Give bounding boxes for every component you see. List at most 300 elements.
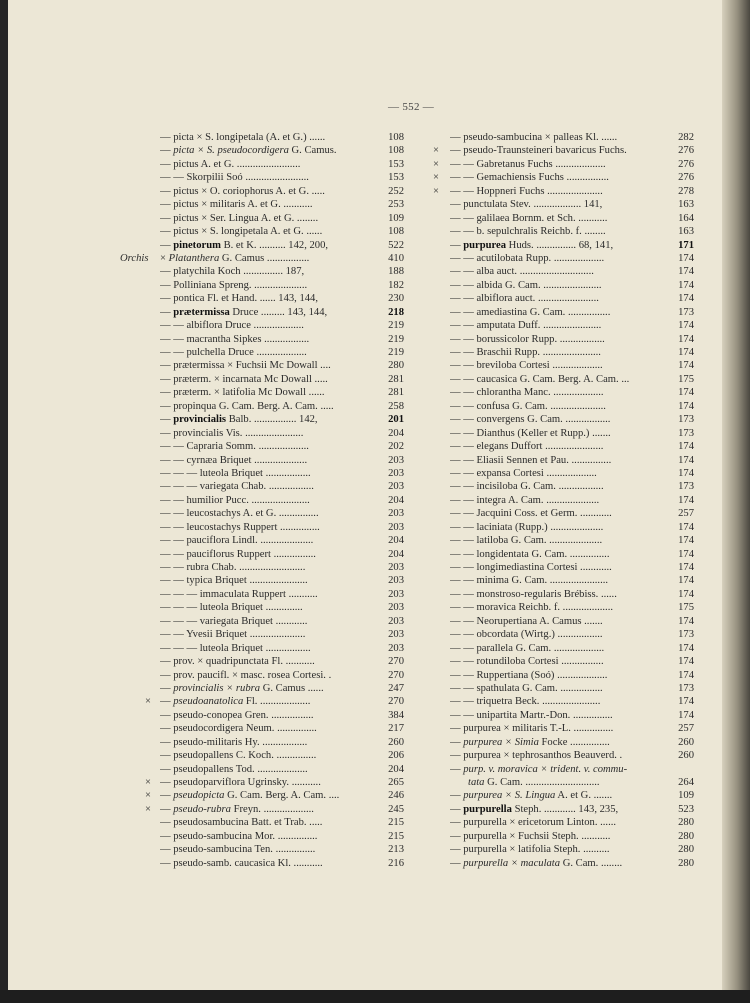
- entry-page-number: 280: [678, 830, 694, 842]
- index-entry: [120, 816, 404, 829]
- entry-text: — — — variegata Briquet ............: [160, 615, 308, 627]
- index-entry: [120, 709, 404, 722]
- entry-name: [160, 655, 372, 668]
- index-entry: [416, 548, 694, 561]
- entry-page-number: 174: [678, 494, 694, 506]
- index-entry: [416, 521, 694, 534]
- hybrid-mark: ×: [433, 158, 439, 170]
- entry-text: — pictus A. et G. ........................: [160, 158, 301, 170]
- entry-page-number: 174: [678, 575, 694, 587]
- entry-name: [160, 830, 372, 843]
- index-entry: [120, 292, 404, 305]
- index-entry: [120, 534, 404, 547]
- entry-page-number: 174: [678, 615, 694, 627]
- entry-name: [160, 359, 372, 372]
- entry-text: — — spathulata G. Cam. ................: [450, 682, 603, 694]
- entry-name: [160, 628, 372, 641]
- entry-name: [160, 507, 372, 520]
- entry-text: — — Ruppertiana (Soó) ...................: [450, 669, 608, 681]
- entry-text: provincialis × rubra: [173, 682, 261, 694]
- entry-text: — prov. × quadripunctata Fl. ...........: [160, 656, 315, 668]
- entry-name: [160, 789, 372, 802]
- index-entry: [120, 830, 404, 843]
- entry-text: × S. longipetala (A. et G.) ......: [196, 132, 326, 143]
- entry-page-number: 174: [678, 266, 694, 278]
- entry-name: [160, 427, 372, 440]
- entry-name: [160, 185, 372, 198]
- entry-name: [160, 682, 372, 695]
- entry-text: — propinqua G. Cam. Berg. A. Cam. .....: [160, 400, 334, 412]
- entry-text: — — — immaculata Ruppert ...........: [160, 588, 318, 600]
- hybrid-mark: ×: [145, 777, 151, 788]
- entry-text: — pseudopallens C. Koch. ...............: [160, 750, 317, 762]
- entry-text: — — amediastina G. Cam. ................: [450, 306, 611, 318]
- entry-text: pseudo-rubra: [173, 803, 231, 815]
- index-entry: [120, 655, 404, 668]
- entry-text: — — moravica Reichb. f. ...................: [450, 602, 613, 614]
- index-entry: [416, 427, 694, 440]
- entry-page-number: 281: [388, 373, 404, 385]
- entry-name: [450, 789, 672, 802]
- entry-name: [160, 722, 372, 735]
- index-entry: [120, 440, 404, 453]
- entry-text: — Polliniana Spreng. ....................: [160, 279, 308, 291]
- entry-name: [160, 857, 372, 870]
- entry-name: [160, 265, 372, 278]
- entry-page-number: 204: [388, 763, 404, 775]
- entry-text: — — Dianthus (Keller et Rupp.) .......: [450, 427, 611, 439]
- entry-page-number: 384: [388, 709, 404, 721]
- index-entry: [416, 198, 694, 211]
- entry-text: — platychila Koch ............... 187,: [160, 266, 305, 278]
- entry-text: G. Cam. ............................: [484, 777, 600, 788]
- entry-name: [450, 427, 672, 440]
- entry-page-number: 215: [388, 830, 404, 842]
- index-entry: [416, 789, 694, 802]
- entry-page-number: 270: [388, 696, 404, 708]
- index-entry: [416, 857, 694, 870]
- entry-page-number: 173: [678, 629, 694, 641]
- index-entry: [416, 346, 694, 359]
- entry-name: [450, 548, 672, 561]
- entry-text: — — albida G. Cam. ......................: [450, 279, 602, 291]
- entry-page-number: 257: [678, 508, 694, 520]
- entry-page-number: 174: [678, 669, 694, 681]
- entry-text: — — laciniata (Rupp.) ....................: [450, 521, 604, 533]
- entry-name: [160, 467, 372, 480]
- entry-text: — — latiloba G. Cam. ....................: [450, 535, 603, 547]
- entry-text: — — Jacquini Coss. et Germ. ............: [450, 508, 612, 520]
- entry-text: —: [160, 306, 174, 318]
- entry-name: [450, 709, 672, 722]
- entry-page-number: 203: [388, 521, 404, 533]
- entry-page-number: 219: [388, 320, 404, 332]
- index-entry: [120, 642, 404, 655]
- entry-text: — pseudo-militaris Hy. .................: [160, 736, 308, 748]
- entry-text: purpurea × S. Lingua: [463, 790, 556, 802]
- index-entry: [120, 749, 404, 762]
- index-entry: [416, 319, 694, 332]
- entry-name: [450, 655, 672, 668]
- entry-page-number: 245: [388, 803, 404, 815]
- index-entry: [120, 333, 404, 346]
- entry-name: [160, 588, 372, 601]
- entry-text: — — parallela G. Cam. ...................: [450, 642, 605, 654]
- index-entry: [120, 736, 404, 749]
- entry-name: [160, 279, 372, 292]
- entry-page-number: 213: [388, 844, 404, 856]
- entry-text: — — longidentata G. Cam. ...............: [450, 548, 610, 560]
- entry-page-number: 174: [678, 709, 694, 721]
- page-number: — 552 —: [388, 101, 435, 113]
- entry-text: — — humilior Pucc. ......................: [160, 494, 310, 506]
- entry-name: [160, 776, 372, 789]
- entry-text: — — elegans Duffort ......................: [450, 441, 604, 453]
- index-entry: [416, 655, 694, 668]
- entry-name: [160, 736, 372, 749]
- entry-page-number: [374, 413, 404, 426]
- index-entry: [416, 682, 694, 695]
- index-entry: [416, 440, 694, 453]
- index-entry: [416, 373, 694, 386]
- genus-label: Orchis: [120, 252, 149, 264]
- entry-page-number: 217: [388, 723, 404, 735]
- index-entry: [120, 803, 404, 816]
- entry-name: [450, 306, 672, 319]
- entry-name: [450, 346, 672, 359]
- entry-page-number: 281: [388, 387, 404, 399]
- entry-page-number: 174: [678, 360, 694, 372]
- index-entry: [416, 830, 694, 843]
- entry-text: — — borussicolor Rupp. .................: [450, 333, 605, 345]
- entry-name: [450, 144, 672, 157]
- entry-text: — — albiflora auct. .......................: [450, 293, 599, 305]
- entry-text: — — Neorupertiana A. Camus .......: [450, 615, 603, 627]
- entry-name: [450, 816, 672, 829]
- index-entry: [120, 400, 404, 413]
- index-entry: [416, 709, 694, 722]
- entry-name: [450, 628, 672, 641]
- entry-page-number: 280: [678, 857, 694, 869]
- entry-name: [450, 722, 672, 735]
- entry-name: [160, 333, 372, 346]
- entry-text: — — — luteola Briquet ..............: [160, 602, 303, 614]
- entry-page-number: 108: [388, 145, 404, 157]
- entry-text: — præterm. × incarnata Mc Dowall .....: [160, 373, 328, 385]
- index-entry: [416, 158, 694, 171]
- index-entry: [120, 494, 404, 507]
- entry-text: — — Gabretanus Fuchs ...................: [450, 158, 606, 170]
- entry-page-number: 280: [388, 360, 404, 372]
- index-entry: [416, 144, 694, 157]
- entry-page-number: 203: [388, 602, 404, 614]
- index-entry: [416, 131, 694, 144]
- entry-name: [450, 642, 672, 655]
- entry-page-number: 204: [388, 535, 404, 547]
- entry-page-number: 174: [678, 535, 694, 547]
- entry-text: — — integra A. Cam. ....................: [450, 494, 600, 506]
- index-entry: [416, 292, 694, 305]
- entry-name: [160, 454, 372, 467]
- index-entry: [120, 252, 404, 265]
- entry-text: — purpurella × latifolia Steph. ..........: [450, 844, 610, 856]
- entry-name: [160, 548, 372, 561]
- entry-name: [450, 292, 672, 305]
- entry-text: — purpurea × militaris T.-L. ...............: [450, 723, 614, 735]
- entry-name: [450, 467, 672, 480]
- entry-text: Huds. ............... 68, 141,: [506, 239, 614, 251]
- index-entry: [416, 333, 694, 346]
- index-entry: [120, 695, 404, 708]
- entry-name: [160, 319, 372, 332]
- index-entry: [416, 225, 694, 238]
- index-entry: [416, 454, 694, 467]
- hybrid-mark: ×: [433, 145, 439, 157]
- entry-text: —: [160, 682, 174, 694]
- entry-text: picta × S. pseudocordigera: [173, 145, 289, 157]
- entry-page-number: 174: [678, 279, 694, 291]
- entry-text: — — galilaea Bornm. et Sch. ...........: [450, 212, 608, 224]
- entry-page-number-bold: 171: [678, 239, 694, 251]
- entry-page-number: 203: [388, 467, 404, 479]
- hybrid-mark: ×: [433, 172, 439, 184]
- hybrid-mark: ×: [145, 696, 151, 708]
- entry-text: —: [160, 696, 174, 708]
- entry-page-number: 216: [388, 857, 404, 869]
- entry-name: [450, 803, 672, 816]
- entry-text: —: [160, 414, 174, 426]
- index-entry: [120, 763, 404, 776]
- entry-name: [160, 709, 372, 722]
- entry-text: — punctulata Stev. .................. 141,: [450, 199, 603, 211]
- index-entry: [120, 171, 404, 184]
- entry-text: prætermissa: [173, 306, 230, 318]
- index-entry: [120, 413, 404, 426]
- entry-text: ×: [160, 252, 169, 264]
- entry-text: — — incisiloba G. Cam. .................: [450, 481, 604, 493]
- entry-page-number: 164: [678, 212, 694, 224]
- entry-text: — pseudo-sambucina Mor. ...............: [160, 830, 318, 842]
- index-entry: [416, 803, 694, 816]
- entry-text: — — monstroso-regularis Brébiss. ......: [450, 588, 617, 600]
- entry-name: [450, 763, 672, 776]
- index-entry: [416, 480, 694, 493]
- index-entry: [120, 346, 404, 359]
- entry-page-number: 204: [388, 494, 404, 506]
- entry-name: [160, 413, 372, 426]
- index-entry: [120, 480, 404, 493]
- index-entry: [416, 534, 694, 547]
- index-entry: [416, 601, 694, 614]
- index-entry: [120, 359, 404, 372]
- entry-name: [450, 480, 672, 493]
- index-entry: [120, 682, 404, 695]
- entry-page-number: 282: [678, 132, 694, 143]
- index-entry: [416, 749, 694, 762]
- entry-text: — — Skorpilii Soó ........................: [160, 172, 309, 184]
- entry-page-number: 153: [388, 158, 404, 170]
- entry-page-number: 264: [678, 777, 694, 788]
- entry-name: [160, 373, 372, 386]
- entry-text: —: [450, 239, 464, 251]
- entry-text: — picta: [160, 132, 197, 143]
- entry-name: [450, 171, 672, 184]
- hybrid-mark: ×: [433, 185, 439, 197]
- entry-page-number: 182: [388, 279, 404, 291]
- entry-name: [160, 225, 372, 238]
- entry-text: — prov. paucifl. × masc. rosea Cortesi. .: [160, 669, 332, 681]
- entry-text: Steph. ............ 143, 235,: [511, 803, 619, 815]
- entry-name: [450, 695, 672, 708]
- index-entry: [120, 144, 404, 157]
- entry-name: [160, 615, 372, 628]
- entry-name: [160, 212, 372, 225]
- entry-name: [450, 574, 672, 587]
- entry-text: — purpurea × tephrosanthos Beauverd. .: [450, 750, 623, 762]
- entry-text: G. Cam. ........: [560, 857, 623, 869]
- entry-text: G. Camus ................: [219, 252, 310, 264]
- index-entry: [416, 574, 694, 587]
- entry-page-number: 108: [388, 132, 404, 143]
- index-column-left: [120, 131, 404, 870]
- entry-page-number: 203: [388, 454, 404, 466]
- entry-text: — — Eliasii Sennen et Pau. ...............: [450, 454, 612, 466]
- entry-text: —: [160, 145, 174, 157]
- entry-name: [450, 669, 672, 682]
- entry-text: Druce ......... 143, 144,: [229, 306, 328, 318]
- index-entry: [120, 615, 404, 628]
- entry-name: [160, 494, 372, 507]
- entry-text: purpurella: [463, 803, 512, 815]
- entry-name: [160, 669, 372, 682]
- entry-page-number: 174: [678, 454, 694, 466]
- entry-page-number: 203: [388, 575, 404, 587]
- index-entry: [120, 588, 404, 601]
- entry-text: — purpurella × ericetorum Linton. ......: [450, 817, 617, 829]
- entry-name: [450, 736, 672, 749]
- entry-page-number: 203: [388, 615, 404, 627]
- entry-page-number: 188: [388, 266, 404, 278]
- entry-text: — pseudoparviflora Ugrinsky. ...........: [160, 777, 321, 788]
- index-entry: [120, 131, 404, 144]
- index-entry: [416, 669, 694, 682]
- index-entry: [416, 628, 694, 641]
- entry-text: G. Cam. Berg. A. Cam. ....: [224, 790, 340, 802]
- entry-page-number-bold: 218: [388, 306, 404, 318]
- index-entry: [120, 386, 404, 399]
- entry-page-number: 204: [388, 427, 404, 439]
- entry-text: A. et G. .......: [555, 790, 613, 802]
- entry-name: [450, 198, 672, 211]
- index-entry: [416, 359, 694, 372]
- entry-page-number: 174: [678, 320, 694, 332]
- entry-name: [450, 682, 672, 695]
- entry-page-number: 203: [388, 629, 404, 641]
- entry-name: [160, 803, 372, 816]
- entry-text: — — pauciflora Lindl. ....................: [160, 535, 314, 547]
- entry-text: — — Yvesii Briquet .....................: [160, 629, 306, 641]
- entry-text: —: [450, 763, 464, 775]
- entry-name: [160, 695, 372, 708]
- entry-page-number: 109: [678, 790, 694, 802]
- entry-name: [160, 601, 372, 614]
- entry-name: [450, 561, 672, 574]
- index-entry: [120, 669, 404, 682]
- index-entry: [120, 427, 404, 440]
- entry-text: — pseudocordigera Neum. ...............: [160, 723, 317, 735]
- index-entry: [120, 628, 404, 641]
- entry-name: [450, 225, 672, 238]
- entry-name: [450, 843, 672, 856]
- entry-page-number: 278: [678, 185, 694, 197]
- entry-text: — pictus × S. longipetala A. et G. ......: [160, 226, 323, 238]
- entry-text: — — unipartita Martr.-Don. ...............: [450, 709, 613, 721]
- entry-page-number: 260: [678, 736, 694, 748]
- entry-text: — — caucasica G. Cam. Berg. A. Cam. ...: [450, 373, 630, 385]
- entry-text: — provincialis Vis. ......................: [160, 427, 304, 439]
- entry-page-number: 522: [388, 239, 404, 251]
- index-entry: [416, 816, 694, 829]
- index-entry: [416, 695, 694, 708]
- entry-page-number: [664, 239, 694, 252]
- entry-page-number: 523: [678, 803, 694, 815]
- entry-page-number: 173: [678, 306, 694, 318]
- entry-name: [450, 386, 672, 399]
- entry-name: [450, 333, 672, 346]
- entry-text: — — longimediastina Cortesi ............: [450, 562, 612, 573]
- index-entry: [416, 507, 694, 520]
- entry-page-number: 230: [388, 293, 404, 305]
- entry-page-number: 247: [388, 682, 404, 694]
- entry-text: purpurea: [463, 239, 507, 251]
- entry-page-number: 219: [388, 347, 404, 358]
- entry-text: — pseudo-conopea Gren. ................: [160, 709, 314, 721]
- entry-text: pinetorum: [173, 239, 221, 251]
- entry-page-number: 203: [388, 481, 404, 493]
- index-entry: [120, 373, 404, 386]
- entry-name: [450, 507, 672, 520]
- entry-name: [450, 494, 672, 507]
- index-entry: [416, 252, 694, 265]
- entry-page-number: 174: [678, 400, 694, 412]
- hybrid-mark: ×: [145, 803, 151, 815]
- entry-name: [468, 776, 690, 789]
- entry-name: [450, 359, 672, 372]
- index-entry: [416, 736, 694, 749]
- entry-text: — pseudopallens Tod. ...................: [160, 763, 308, 775]
- entry-text: — — chlorantha Manc. ...................: [450, 387, 604, 399]
- entry-text: — — expansa Cortesi ...................: [450, 467, 597, 479]
- index-entry: [120, 561, 404, 574]
- entry-page-number: 174: [678, 588, 694, 600]
- entry-page-number: 174: [678, 696, 694, 708]
- entry-name: [450, 373, 672, 386]
- entry-name: [160, 534, 372, 547]
- entry-text: purpurea × Simia: [463, 736, 539, 748]
- entry-text: Focke ...............: [538, 736, 610, 748]
- index-entry: [416, 306, 694, 319]
- entry-page-number: 206: [388, 750, 404, 762]
- entry-page-number: 270: [388, 669, 404, 681]
- entry-page-number: 280: [678, 817, 694, 829]
- entry-name: [450, 252, 672, 265]
- entry-name: [450, 615, 672, 628]
- entry-page-number: 173: [678, 682, 694, 694]
- entry-text: Fl. ...................: [243, 696, 311, 708]
- entry-text: — — pauciflorus Ruppert ................: [160, 548, 316, 560]
- entry-name: [160, 198, 372, 211]
- entry-text: Freyn. ...................: [230, 803, 314, 815]
